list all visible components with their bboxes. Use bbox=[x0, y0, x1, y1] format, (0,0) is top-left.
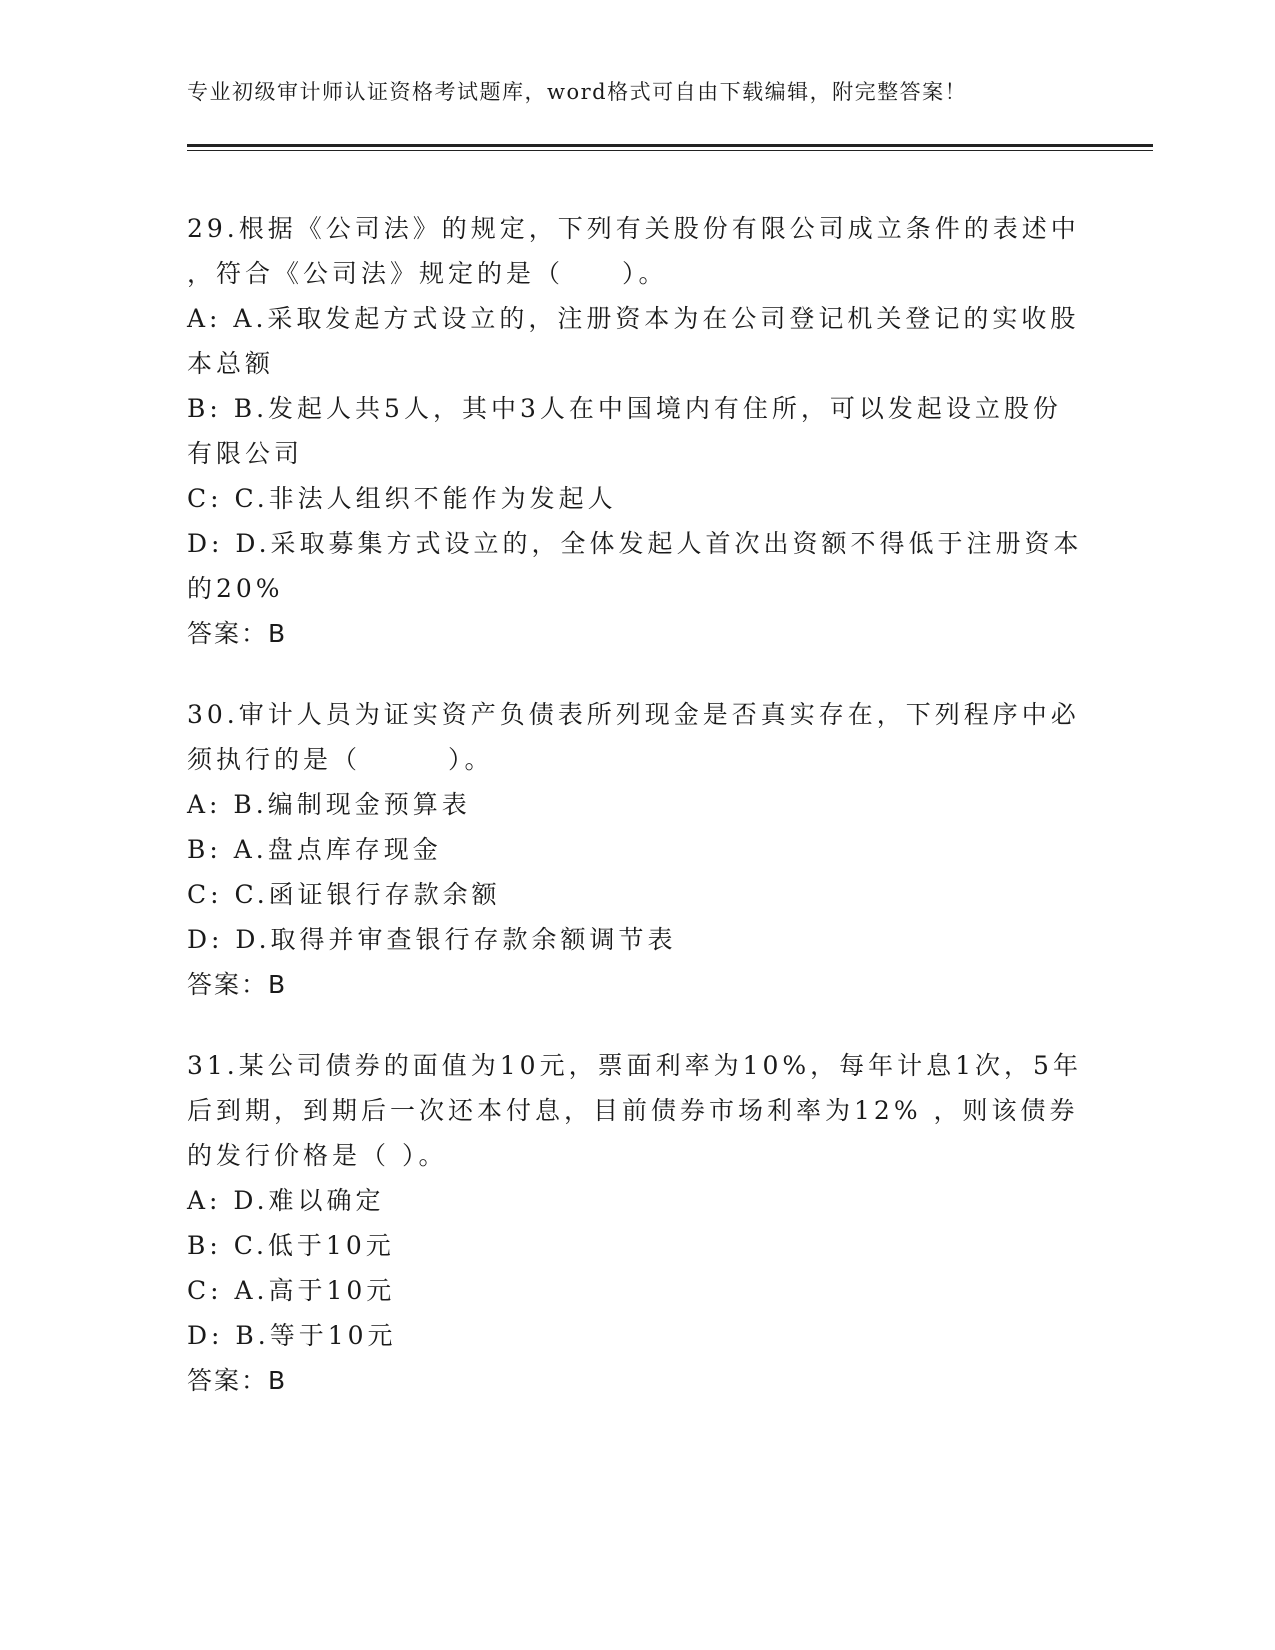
question-stem-line: ，符合《公司法》规定的是（ ）。 bbox=[187, 259, 668, 288]
question-stem-line: 须执行的是（ ）。 bbox=[187, 745, 494, 774]
question-31 bbox=[187, 1043, 1087, 1403]
option-d-line: D: B.等于10元 bbox=[187, 1321, 397, 1350]
option-a-line: A: B.编制现金预算表 bbox=[187, 790, 471, 819]
option-b-line: B: B.发起人共5人，其中3人在中国境内有住所，可以发起设立股份 bbox=[187, 394, 1062, 423]
question-29 bbox=[187, 206, 1087, 656]
option-c-line: C: C.非法人组织不能作为发起人 bbox=[187, 484, 617, 513]
answer-label: 答案：B bbox=[187, 1366, 288, 1395]
option-b-line: B: A.盘点库存现金 bbox=[187, 835, 442, 864]
question-30 bbox=[187, 692, 1087, 1007]
page-header: 专业初级审计师认证资格考试题库，word格式可自由下载编辑，附完整答案！ bbox=[187, 80, 968, 104]
option-a-line: A: A.采取发起方式设立的，注册资本为在公司登记机关登记的实收股 bbox=[187, 304, 1080, 333]
question-stem-line: 30.审计人员为证实资产负债表所列现金是否真实存在，下列程序中必 bbox=[187, 700, 1080, 729]
header-rule-thin bbox=[187, 150, 1153, 151]
option-d-line: D: D.采取募集方式设立的，全体发起人首次出资额不得低于注册资本 bbox=[187, 529, 1083, 558]
question-list bbox=[187, 206, 1087, 1439]
option-d-line: 的20% bbox=[187, 574, 284, 603]
answer-label: 答案：B bbox=[187, 970, 288, 999]
option-d-line: D: D.取得并审查银行存款余额调节表 bbox=[187, 925, 677, 954]
option-b-line: 有限公司 bbox=[187, 439, 304, 468]
option-c-line: C: C.函证银行存款余额 bbox=[187, 880, 501, 909]
question-stem-line: 29.根据《公司法》的规定，下列有关股份有限公司成立条件的表述中 bbox=[187, 214, 1080, 243]
answer-label: 答案：B bbox=[187, 619, 288, 648]
option-c-line: C: A.高于10元 bbox=[187, 1276, 396, 1305]
header-rule-thick bbox=[187, 144, 1153, 147]
question-stem-line: 31.某公司债券的面值为10元，票面利率为10%，每年计息1次，5年 bbox=[187, 1051, 1082, 1080]
option-b-line: B: C.低于10元 bbox=[187, 1231, 395, 1260]
question-stem-line: 后到期，到期后一次还本付息，目前债券市场利率为12% ，则该债券 bbox=[187, 1096, 1079, 1125]
option-a-line: A: D.难以确定 bbox=[187, 1186, 385, 1215]
question-stem-line: 的发行价格是（ ）。 bbox=[187, 1141, 448, 1170]
option-a-line: 本总额 bbox=[187, 349, 275, 378]
